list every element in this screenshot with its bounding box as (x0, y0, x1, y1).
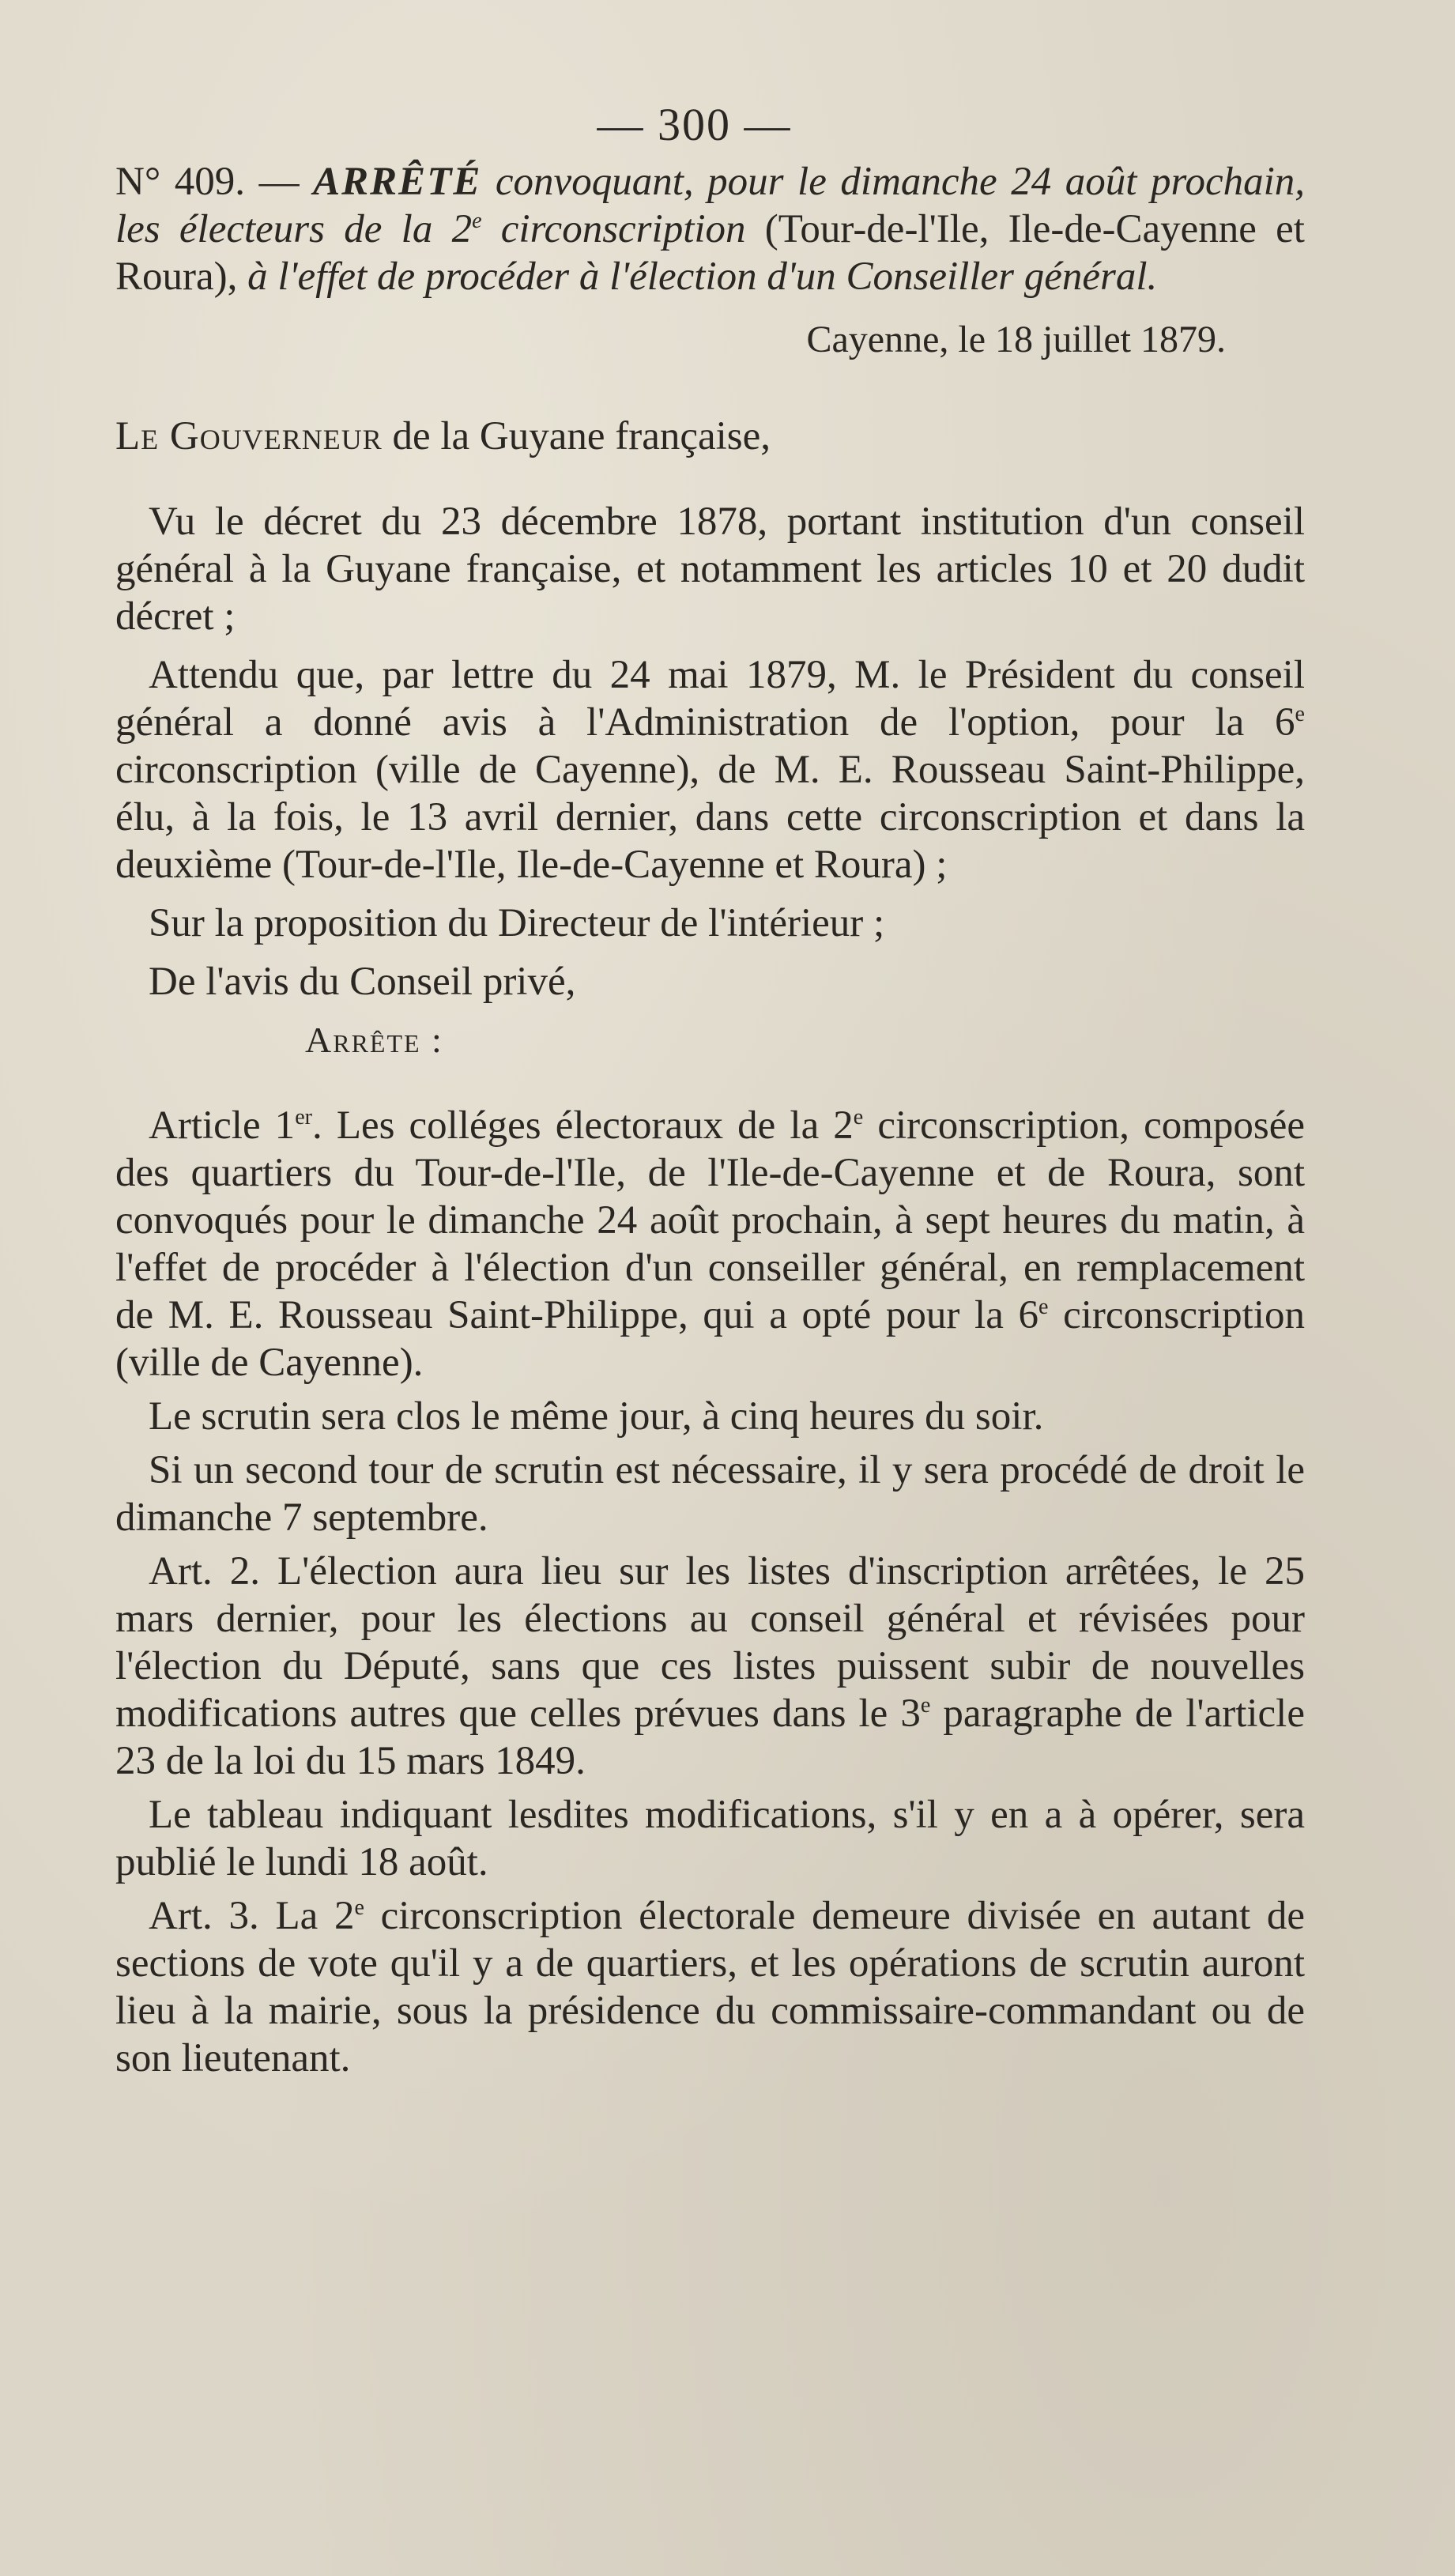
paragraph-de: De l'avis du Conseil privé, (149, 960, 576, 1004)
text-block (115, 93, 1305, 2082)
article-2-part-a: Art. 2. L'élection aura lieu sur les listes d'inscription arrêtées, le 25 mars dernier, pour les élections au conseil général et révisées pour l'élection du Député, sans que ces listes puissent subir de nouvelles modifications autres que celles prévues dans le 3 (115, 1549, 1305, 1736)
article-1-sup-2: e (853, 1105, 864, 1130)
article-1-part-d: circonscription (ville de Cayenne). (115, 1293, 1305, 1385)
article-3-part-a: Art. 3. La 2 (149, 1894, 355, 1938)
paragraph-attendu (115, 651, 1305, 888)
article-1-part-a: Article 1 (149, 1103, 296, 1148)
article-2-part-b: paragraphe de l'article 23 de la loi du 15 mars 1849. (115, 1692, 1305, 1783)
article-1-part-c: circonscription, composée des quartiers du Tour-de-l'Ile, de l'Ile-de-Cayenne et de Roura, sont convoqués pour le dimanche 24 août prochain, à sept heures du matin, à l'effet de procéder à l'élection d'un conseiller général, en remplacement de M. E. Rousseau Saint-Philippe, qui a opté pour la 6 (115, 1103, 1305, 1337)
article-3-part-b: circonscription électorale demeure divisée en autant de sections de vote qu'il y a de quartiers, et les opérations de scrutin auront lieu à la mairie, sous la présidence du commissaire-commandant ou de son lieutenant. (115, 1894, 1305, 2080)
paragraph-tableau: Le tableau indiquant lesdites modifications, s'il y en a à opérer, sera publié le lundi 18 août. (115, 1793, 1305, 1884)
governor-caps: Le Gouverneur (115, 414, 383, 458)
title-roman: (Tour-de-l'Ile, Ile-de-Cayenne et Roura), (115, 207, 1305, 299)
attendu-part-b: circonscription (ville de Cayenne), de M. E. Rousseau Saint-Philippe, élu, à la fois, le 13 avril dernier, dans cette circonscription et dans la deuxième (Tour-de-l'Ile, Ile-de-Cayenne et Roura) ; (115, 748, 1305, 887)
paragraph-scrutin: Le scrutin sera clos le même jour, à cinq heures du soir. (149, 1394, 1044, 1439)
title-dash: — (245, 160, 314, 204)
governor-rest: de la Guyane française, (382, 414, 771, 458)
title-part-2: circonscription (481, 207, 746, 251)
article-2-sup: e (920, 1693, 931, 1718)
arrete-title (115, 158, 1305, 300)
article-1-sup-3: e (1038, 1295, 1049, 1319)
governor-line (115, 413, 1305, 460)
article-3-sup: e (354, 1895, 364, 1920)
arrete-number: N° 409. (115, 160, 246, 204)
title-sup: e (472, 209, 482, 233)
title-part-3: à l'effet de procéder à l'élection d'un Conseiller général. (247, 255, 1158, 299)
article-2 (115, 1548, 1305, 1785)
article-1 (115, 1102, 1305, 1386)
page-number: — 300 — (597, 99, 792, 150)
arrete-keyword: ARRÊTÉ (313, 160, 482, 204)
attendu-part-a: Attendu que, par lettre du 24 mai 1879, M. le Président du conseil général a donné avis à l'Administration de l'option, pour la 6 (115, 653, 1305, 745)
attendu-sup: e (1295, 702, 1305, 726)
paragraph-second-tour: Si un second tour de scrutin est nécessaire, il y sera procédé de droit le dimanche 7 septembre. (115, 1448, 1305, 1540)
paragraph-vu: Vu le décret du 23 décembre 1878, portant institution d'un conseil général à la Guyane française, et notamment les articles 10 et 20 dudit décret ; (115, 500, 1305, 639)
article-3 (115, 1892, 1305, 2082)
arrete-heading: Arrête : (305, 1020, 443, 1060)
article-1-part-b: . Les colléges électoraux de la 2 (311, 1103, 854, 1148)
paragraph-sur: Sur la proposition du Directeur de l'intérieur ; (149, 901, 885, 945)
article-1-sup-1: er (295, 1105, 312, 1130)
title-part-1: convoquant, pour le dimanche 24 août prochain, les électeurs de la 2 (115, 160, 1305, 251)
place-date: Cayenne, le 18 juillet 1879. (806, 319, 1226, 360)
